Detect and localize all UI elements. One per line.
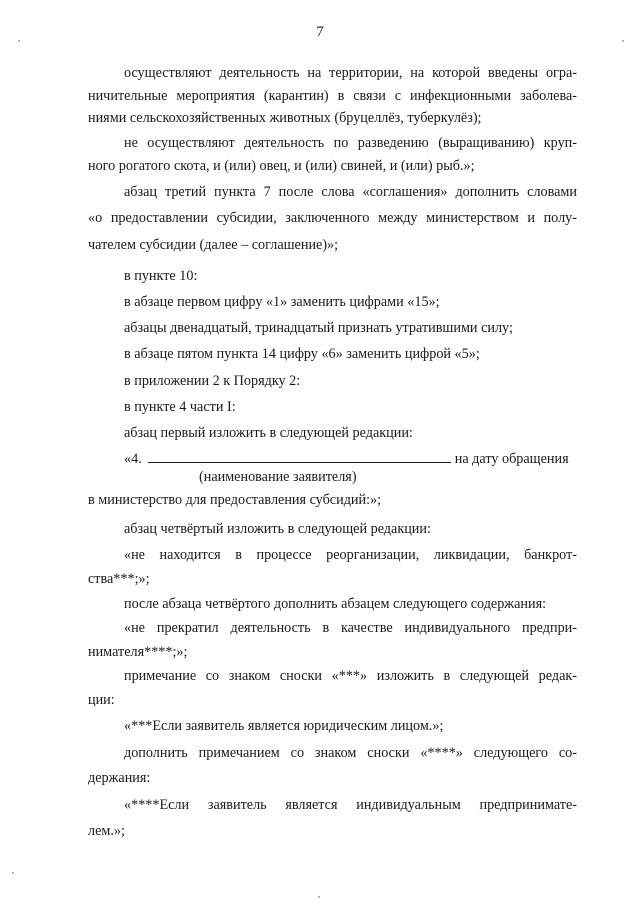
text-line: после абзаца четвёртого дополнить абзацем следующего содержания: <box>124 596 547 612</box>
text-line: «***Если заявитель является юридическим лицом.»; <box>124 718 444 734</box>
scan-speck <box>18 40 20 42</box>
text-line: не осуществляют деятельность по разведению (выращиванию) круп- <box>124 135 577 151</box>
text-line: нимателя****;»; <box>88 644 188 660</box>
scan-speck <box>12 872 14 874</box>
text-line: осуществляют деятельность на территории, на которой введены огра- <box>124 65 577 81</box>
text-line: «о предоставлении субсидии, заключенного между министерством и полу- <box>88 210 577 226</box>
page-number: 7 <box>316 24 324 40</box>
text-line: ного рогатого скота, и (или) овец, и (или) свиней, и (или) рыб.»; <box>88 158 475 174</box>
text-line: ничительные мероприятия (карантин) в связи с инфекционными заболева- <box>88 88 577 104</box>
text-line: ства***;»; <box>88 571 150 587</box>
text-line: лем.»; <box>88 823 125 839</box>
text-line: держания: <box>88 770 151 786</box>
text-line: «****Если заявитель является индивидуальным предпринимате- <box>124 797 577 813</box>
form-caption: (наименование заявителя) <box>199 469 357 485</box>
text-line: дополнить примечанием со знаком сноски «****» следующего со- <box>124 745 577 761</box>
text-line: ции: <box>88 692 115 708</box>
text-line: абзац первый изложить в следующей редакции: <box>124 425 413 441</box>
text-line: в министерство для предоставления субсидий:»; <box>88 492 382 508</box>
text-line: абзац четвёртый изложить в следующей редакции: <box>124 521 431 537</box>
form-suffix: на дату обращения <box>454 451 569 467</box>
scan-speck <box>622 40 624 42</box>
scan-speck <box>318 896 320 898</box>
text-line: чателем субсидии (далее – соглашение)»; <box>88 237 339 253</box>
form-prefix: «4. <box>124 451 142 467</box>
applicant-name-blank <box>148 450 451 463</box>
text-line: абзацы двенадцатый, тринадцатый признать утратившими силу; <box>124 320 513 336</box>
text-line: в приложении 2 к Порядку 2: <box>124 373 301 389</box>
text-line: ниями сельскохозяйственных животных (бруцеллёз, туберкулёз); <box>88 110 482 126</box>
form-line <box>124 450 569 468</box>
text-line: в пункте 4 части I: <box>124 399 236 415</box>
text-line: примечание со знаком сноски «***» изложить в следующей редак- <box>124 668 577 684</box>
text-line: в абзаце пятом пункта 14 цифру «6» заменить цифрой «5»; <box>124 346 480 362</box>
text-line: в абзаце первом цифру «1» заменить цифрами «15»; <box>124 294 440 310</box>
text-line: абзац третий пункта 7 после слова «соглашения» дополнить словами <box>124 184 577 200</box>
text-line: «не находится в процессе реорганизации, ликвидации, банкрот- <box>124 547 577 563</box>
text-line: в пункте 10: <box>124 268 198 284</box>
text-line: «не прекратил деятельность в качестве индивидуального предпри- <box>124 620 577 636</box>
